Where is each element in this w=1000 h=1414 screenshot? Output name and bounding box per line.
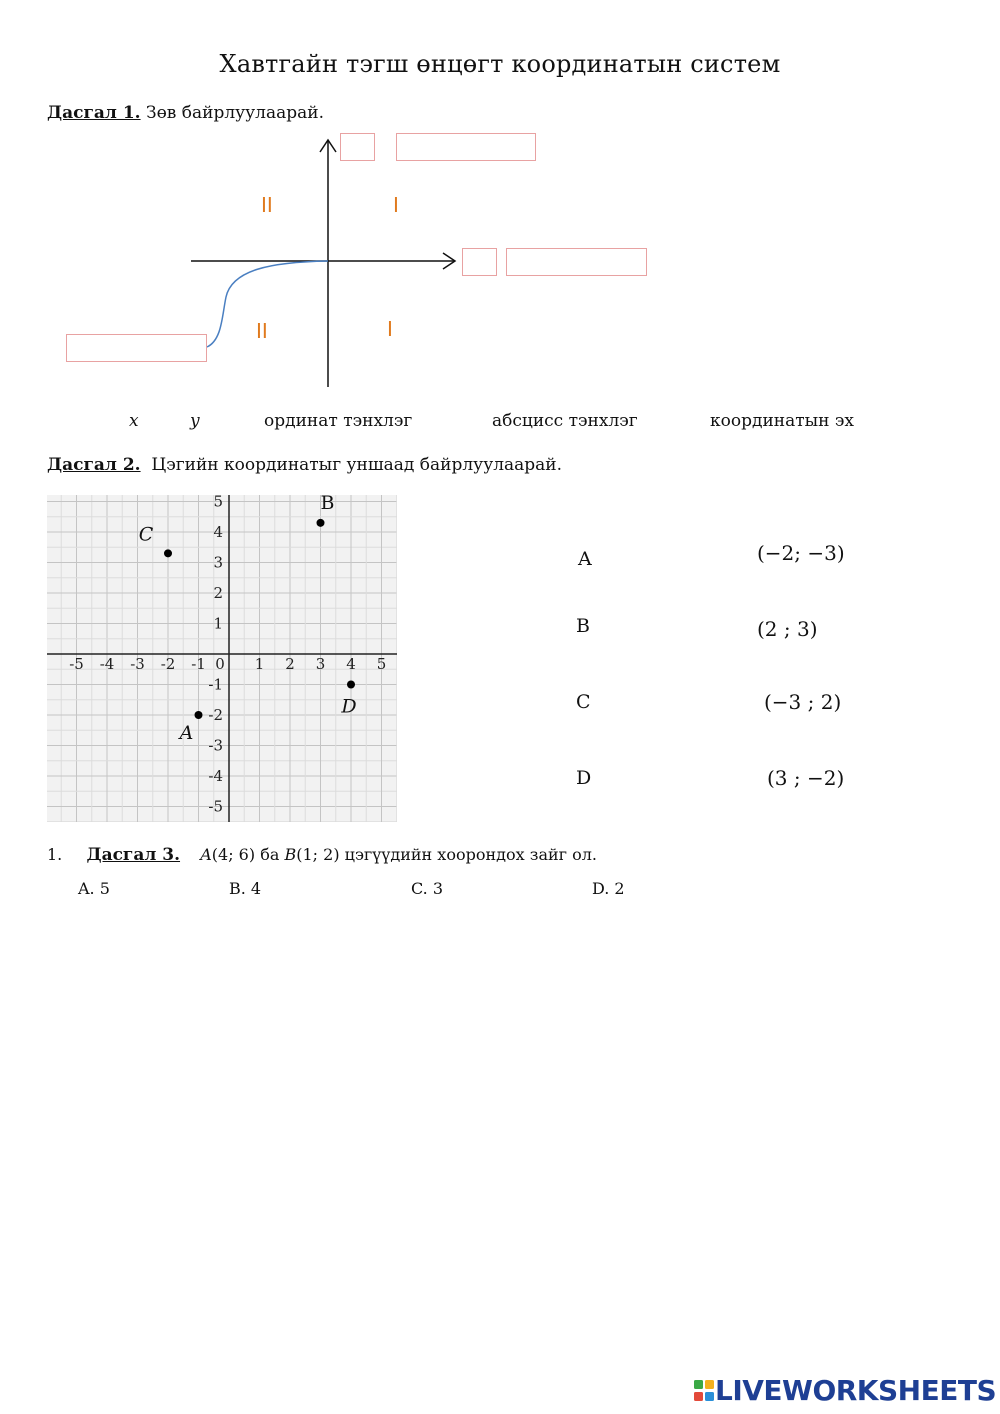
exercise3-option-d[interactable]: D. 2 <box>592 879 625 898</box>
quadrant-label-lower-left: II <box>256 319 268 343</box>
exercise3-point-b: B <box>284 845 297 864</box>
point-c-label: C <box>138 523 154 546</box>
match-coord-1[interactable]: (−2; −3) <box>757 541 845 565</box>
x-tick-label: -2 <box>160 655 176 673</box>
exercise3-option-b[interactable]: B. 4 <box>229 879 262 898</box>
word-bank-abscissa-axis[interactable]: абсцисс тэнхлэг <box>492 411 638 431</box>
match-coord-3[interactable]: (−3 ; 2) <box>764 690 842 714</box>
match-point-d[interactable]: D <box>576 767 592 789</box>
exercise3-question <box>47 845 597 865</box>
page-title: Хавтгайн тэгш өнцөгт координатын систем <box>219 50 781 78</box>
point-d-dot[interactable] <box>347 681 355 689</box>
y-tick-label: 5 <box>213 495 223 511</box>
exercise3-option-a[interactable]: A. 5 <box>78 879 110 898</box>
exercise3-conj: ба <box>260 845 280 864</box>
y-tick-label: -5 <box>208 797 223 816</box>
x-tick-label: -5 <box>69 655 84 673</box>
exercise3-coords-b: (1; 2) <box>296 845 340 864</box>
x-tick-label: 1 <box>254 655 265 673</box>
x-tick-label: 0 <box>215 655 225 673</box>
exercise2-label: Дасгал 2. <box>47 455 141 475</box>
y-tick-label: 1 <box>213 614 223 633</box>
x-tick-label: 2 <box>285 655 295 673</box>
word-bank-ordinate-axis[interactable]: ординат тэнхлэг <box>264 411 413 431</box>
exercise3-option-c[interactable]: C. 3 <box>411 879 444 898</box>
drop-box-y-letter[interactable] <box>340 133 375 161</box>
x-tick-label: 4 <box>346 655 356 673</box>
x-tick-label: -3 <box>130 655 145 673</box>
y-tick-label: 2 <box>213 584 223 602</box>
drop-box-x-axis-name[interactable] <box>506 248 647 276</box>
coordinate-grid-chart <box>47 495 397 822</box>
liveworksheets-logo-text: LIVEWORKSHEETS <box>715 1374 997 1407</box>
liveworksheets-logo-icon <box>693 1379 715 1403</box>
word-bank-y[interactable]: y <box>190 411 200 431</box>
point-d-label: D <box>341 695 357 718</box>
match-point-a[interactable]: A <box>578 548 592 570</box>
exercise3-coords-a: (4; 6) <box>211 845 256 864</box>
point-c-dot[interactable] <box>164 549 172 557</box>
quadrant-label-upper-right: I <box>393 193 399 217</box>
quadrant-label-lower-right: I <box>387 317 393 341</box>
x-tick-label: 5 <box>376 655 387 673</box>
match-point-b[interactable]: B <box>576 615 590 637</box>
y-tick-label: -3 <box>208 736 223 755</box>
exercise3-question-text: цэгүүдийн хоорондох зайг ол. <box>344 845 597 864</box>
x-tick-label: -1 <box>191 655 206 673</box>
point-b-dot[interactable] <box>317 519 325 527</box>
y-tick-label: -1 <box>208 675 223 694</box>
word-bank-origin[interactable]: координатын эх <box>710 411 855 431</box>
y-tick-label: -2 <box>208 706 223 724</box>
point-a-label: A <box>179 722 194 744</box>
match-point-c[interactable]: C <box>576 691 591 713</box>
drop-box-y-axis-name[interactable] <box>396 133 536 161</box>
exercise2-instruction: Цэгийн координатыг уншаад байрлуулаарай. <box>151 455 563 475</box>
match-coord-2[interactable]: (2 ; 3) <box>757 617 818 641</box>
x-tick-label: 3 <box>315 655 326 673</box>
exercise3-point-a: A <box>200 845 212 864</box>
exercise1-instruction: Зөв байрлуулаарай. <box>145 103 324 123</box>
x-tick-label: -4 <box>99 655 115 673</box>
exercise3-label: Дасгал 3. <box>86 845 181 865</box>
word-bank-x[interactable]: x <box>129 411 139 431</box>
y-tick-label: -4 <box>208 767 223 785</box>
exercise1-label: Дасгал 1. <box>47 103 141 123</box>
point-a-dot[interactable] <box>195 711 203 719</box>
liveworksheets-logo <box>693 1374 996 1407</box>
y-tick-label: 3 <box>213 553 223 572</box>
exercise3-number: 1. <box>47 845 63 864</box>
y-tick-label: 4 <box>213 523 223 541</box>
drop-box-x-letter[interactable] <box>462 248 497 276</box>
quadrant-label-upper-left: II <box>261 193 273 217</box>
exercise2-heading <box>47 455 562 475</box>
point-b-label: B <box>320 495 335 514</box>
drop-box-origin[interactable] <box>66 334 207 362</box>
match-coord-4[interactable]: (3 ; −2) <box>767 766 845 790</box>
